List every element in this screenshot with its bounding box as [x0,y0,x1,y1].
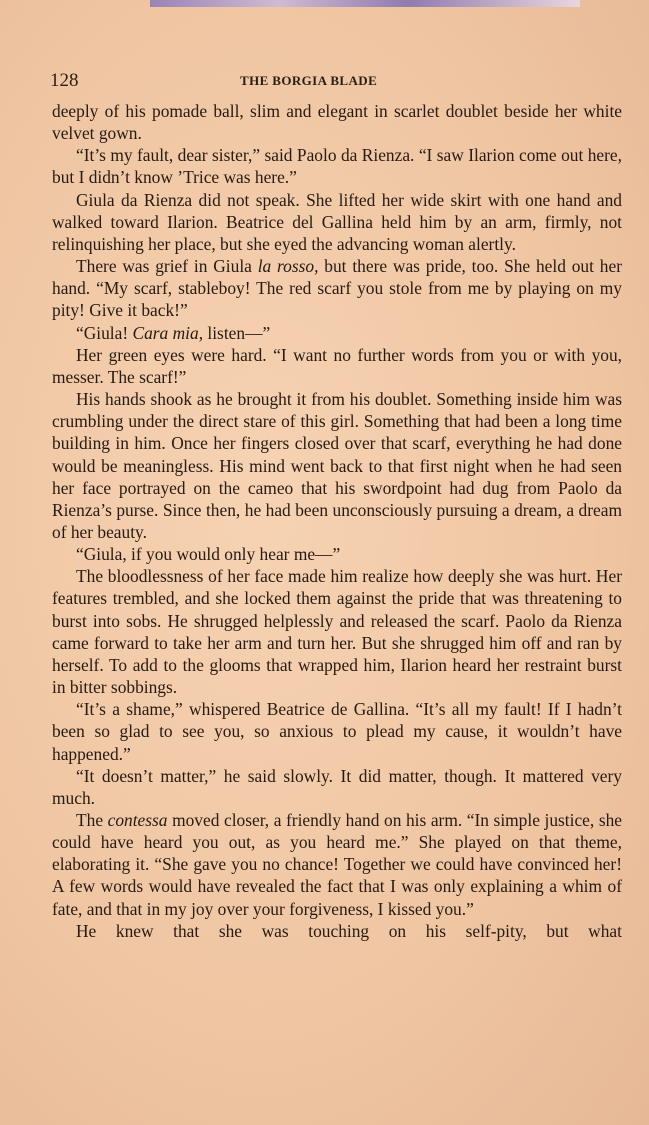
text-run: Giula da Rienza did not speak. She lifted her wide skirt with one hand and walked toward Ilarion. Beatrice del Gallina held him by an arm, firmly, not relinquishing her place, but she eyed the advancing woman alertly. [52,189,622,254]
paragraph [52,255,622,321]
paragraph [52,322,622,344]
text-run: There was grief in Giula [76,256,258,277]
paragraph [52,100,622,144]
text-run: moved closer, a friendly hand on his arm. “In simple justice, she could have heard you out, as you heard me.” She played on that theme, elaborating it. “She gave you no chance! Together we could have convinced her! A few words would have revealed the fact that I was only explaining a whim of fate, and that in my joy over your forgiveness, I kissed you.” [52,810,622,919]
text-run: The bloodlessness of her face made him realize how deeply she was hurt. Her features trembled, and she locked them against the pride that was threatening to burst into sobs. He shrugged helplessly and released the scarf. Paolo da Rienza came forward to take her arm and turn her. But she shrugged him off and ran by herself. To add to the glooms that wrapped him, Ilarion heard her restraint burst in bitter sobbings. [52,566,622,698]
paragraph [52,565,622,698]
paragraph [52,344,622,388]
text-run: listen—” [203,322,271,343]
text-run: The [76,810,108,830]
italic-text: contessa [107,810,168,830]
page-header [50,70,620,94]
text-run: “It’s my fault, dear sister,” said Paolo da Rienza. “I saw Ilarion come out here, but I didn’t know ’Trice was here.” [52,145,622,188]
paragraph [52,809,622,920]
text-run: but there was pride, too. She held out her hand. “My scarf, stableboy! The red scarf you stole from me by playing on my pity! Give it back!” [52,256,622,321]
text-run: His hands shook as he brought it from his doublet. Something inside him was crumbling under the direct stare of this girl. Something that had been a long time building in him. Once her fingers closed over that scarf, everything he had done would be meaningless. His mind went back to that first night when he had seen her face portrayed on the cameo that his swordpoint had dug from Paolo da Rienza’s purse. Since then, he had been unconsciously pursuing a dream, a dream of her beauty. [52,389,622,542]
body-text [52,100,622,942]
text-run: “Giula! [76,322,133,343]
page-top-edge [150,0,580,7]
paragraph [52,920,622,942]
text-run: “It doesn’t matter,” he said slowly. It did matter, though. It mattered very much. [52,765,622,808]
running-title: THE BORGIA BLADE [240,73,378,88]
paragraph [52,765,622,809]
text-run: Her green eyes were hard. “I want no further words from you or with you, messer. The scarf!” [52,344,622,387]
text-run: “Giula, if you would only hear me—” [76,544,341,565]
paragraph [52,144,622,188]
italic-text: la rosso, [257,256,319,277]
italic-text: Cara mia, [132,322,204,343]
paragraph [52,543,622,565]
text-run: “It’s a shame,” whispered Beatrice de Gallina. “It’s all my fault! If I hadn’t been so glad to see you, so anxious to plead my cause, it wouldn’t have happened.” [52,699,622,764]
text-run: He knew that she was touching on his self-pity, but what [76,920,622,941]
paragraph [52,388,622,543]
paragraph [52,698,622,764]
page-number: 128 [50,70,79,91]
paragraph [52,189,622,255]
text-run: deeply of his pomade ball, slim and elegant in scarlet doublet beside her white velvet gown. [52,101,622,144]
